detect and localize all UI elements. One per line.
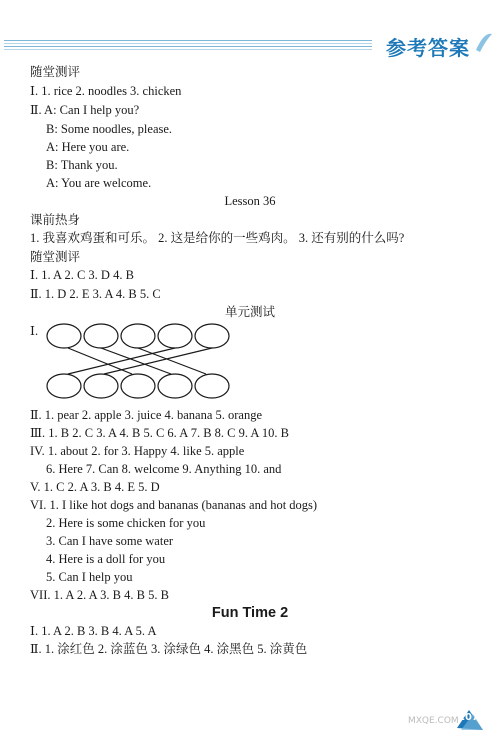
section-heading: 课前热身 [30, 213, 81, 227]
answer-line: IV. 1. about 2. for 3. Happy 4. like 5. apple [30, 444, 245, 458]
answer-line: B: Some noodles, please. [46, 122, 173, 136]
answer-line: A: You are welcome. [46, 176, 152, 190]
answer-line: Ⅰ. 1. rice 2. noodles 3. chicken [30, 84, 182, 98]
header-rule [4, 40, 372, 54]
unit-test-title: 单元测试 [224, 305, 275, 319]
header-swoosh-icon [474, 30, 494, 54]
answer-line: 5. Can I help you [46, 570, 133, 584]
answer-line: 6. Here 7. Can 8. welcome 9. Anything 10. and [46, 462, 282, 476]
answer-line: Ⅰ. 1. A 2. B 3. B 4. A 5. A [30, 624, 157, 638]
answer-line: Ⅰ. 1. A 2. C 3. D 4. B [30, 268, 134, 282]
top-circle-1 [47, 324, 81, 348]
bottom-circle-1 [47, 374, 81, 398]
answer-line: Ⅱ. 1. 涂红色 2. 涂蓝色 3. 涂绿色 4. 涂黑色 5. 涂黄色 [30, 642, 308, 656]
matching-diagram [46, 320, 276, 402]
lesson-title: Lesson 36 [224, 194, 276, 208]
answer-line: 4. Here is a doll for you [46, 552, 166, 566]
answer-line: Ⅲ. 1. B 2. C 3. A 4. B 5. C 6. A 7. B 8. C 9. A 10. B [30, 426, 289, 440]
fun-time-title: Fun Time 2 [211, 605, 289, 621]
page-title: 参考答案 [386, 36, 470, 60]
answer-line: A: Here you are. [46, 140, 130, 154]
top-circle-3 [121, 324, 155, 348]
question-label: Ⅰ. [30, 324, 39, 338]
answer-line: 2. Here is some chicken for you [46, 516, 206, 530]
bottom-circle-4 [158, 374, 192, 398]
answer-line: Ⅱ. A: Can I help you? [30, 103, 140, 117]
answer-line: VII. 1. A 2. A 3. B 4. B 5. B [30, 588, 169, 602]
page-number: 107 [458, 712, 479, 723]
answer-line: B: Thank you. [46, 158, 118, 172]
answer-line: Ⅱ. 1. D 2. E 3. A 4. B 5. C [30, 287, 161, 301]
watermark: MXQE.COM [408, 716, 459, 726]
answer-line: 1. 我喜欢鸡蛋和可乐。 2. 这是给你的一些鸡肉。 3. 还有别的什么吗? [30, 231, 405, 245]
top-circle-2 [84, 324, 118, 348]
bottom-circle-5 [195, 374, 229, 398]
bottom-circle-3 [121, 374, 155, 398]
section-heading: 随堂测评 [30, 250, 81, 264]
top-circle-5 [195, 324, 229, 348]
answer-line: Ⅱ. 1. pear 2. apple 3. juice 4. banana 5. orange [30, 408, 263, 422]
answer-line: 3. Can I have some water [46, 534, 174, 548]
top-circle-4 [158, 324, 192, 348]
bottom-circle-2 [84, 374, 118, 398]
answer-line: VI. 1. I like hot dogs and bananas (bananas and hot dogs) [30, 498, 318, 512]
section-heading: 随堂测评 [30, 65, 81, 79]
answer-line: V. 1. C 2. A 3. B 4. E 5. D [30, 480, 160, 494]
